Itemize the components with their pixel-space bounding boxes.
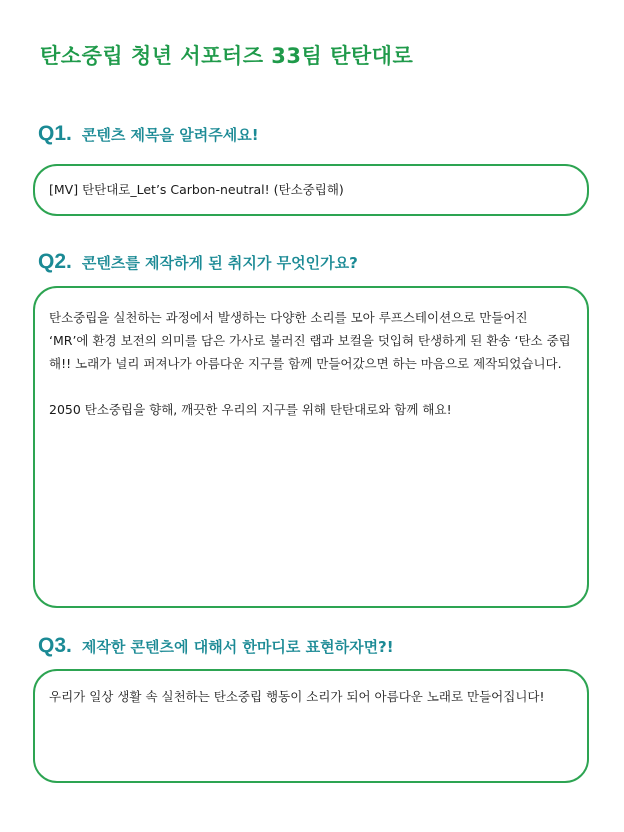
answer-2-box — [33, 286, 589, 608]
question-3-heading — [38, 634, 394, 658]
question-3-number: Q3. — [38, 634, 72, 657]
answer-1-paragraph-1: [MV] 탄탄대로_Let’s Carbon-neutral! (탄소중립해) — [49, 182, 344, 197]
answer-2-paragraph-1: 탄소중립을 실천하는 과정에서 발생하는 다양한 소리를 모아 루프스테이션으로 만들어진 ‘MR’에 환경 보전의 의미를 담은 가사로 불러진 랩과 보컬을 덧입혀 탄생하게 된 환송 ‘탄소 중립해!! 노래가 널리 퍼져나가 아름다운 지구를 함께 만들어갔으면 하는 마음으로 제작되었습니다. — [49, 310, 571, 371]
question-1-heading — [38, 122, 259, 146]
question-1-number: Q1. — [38, 122, 72, 145]
question-1-text: 콘텐츠 제목을 알려주세요! — [81, 126, 259, 144]
question-2-heading — [38, 250, 358, 274]
answer-1-box — [33, 164, 589, 216]
page-title: 탄소중립 청년 서포터즈 33팀 탄탄대로 — [40, 44, 414, 68]
answer-3-paragraph-1: 우리가 일상 생활 속 실천하는 탄소중립 행동이 소리가 되어 아름다운 노래로 만들어집니다! — [49, 689, 545, 704]
answer-2-paragraph-2: 2050 탄소중립을 향해, 깨끗한 우리의 지구를 위해 탄탄대로와 함께 해요! — [49, 402, 452, 417]
question-3-text: 제작한 콘텐츠에 대해서 한마디로 표현하자면?! — [81, 638, 394, 656]
answer-3-box — [33, 669, 589, 783]
question-2-number: Q2. — [38, 250, 72, 273]
question-2-text: 콘텐츠를 제작하게 된 취지가 무엇인가요? — [81, 254, 358, 272]
